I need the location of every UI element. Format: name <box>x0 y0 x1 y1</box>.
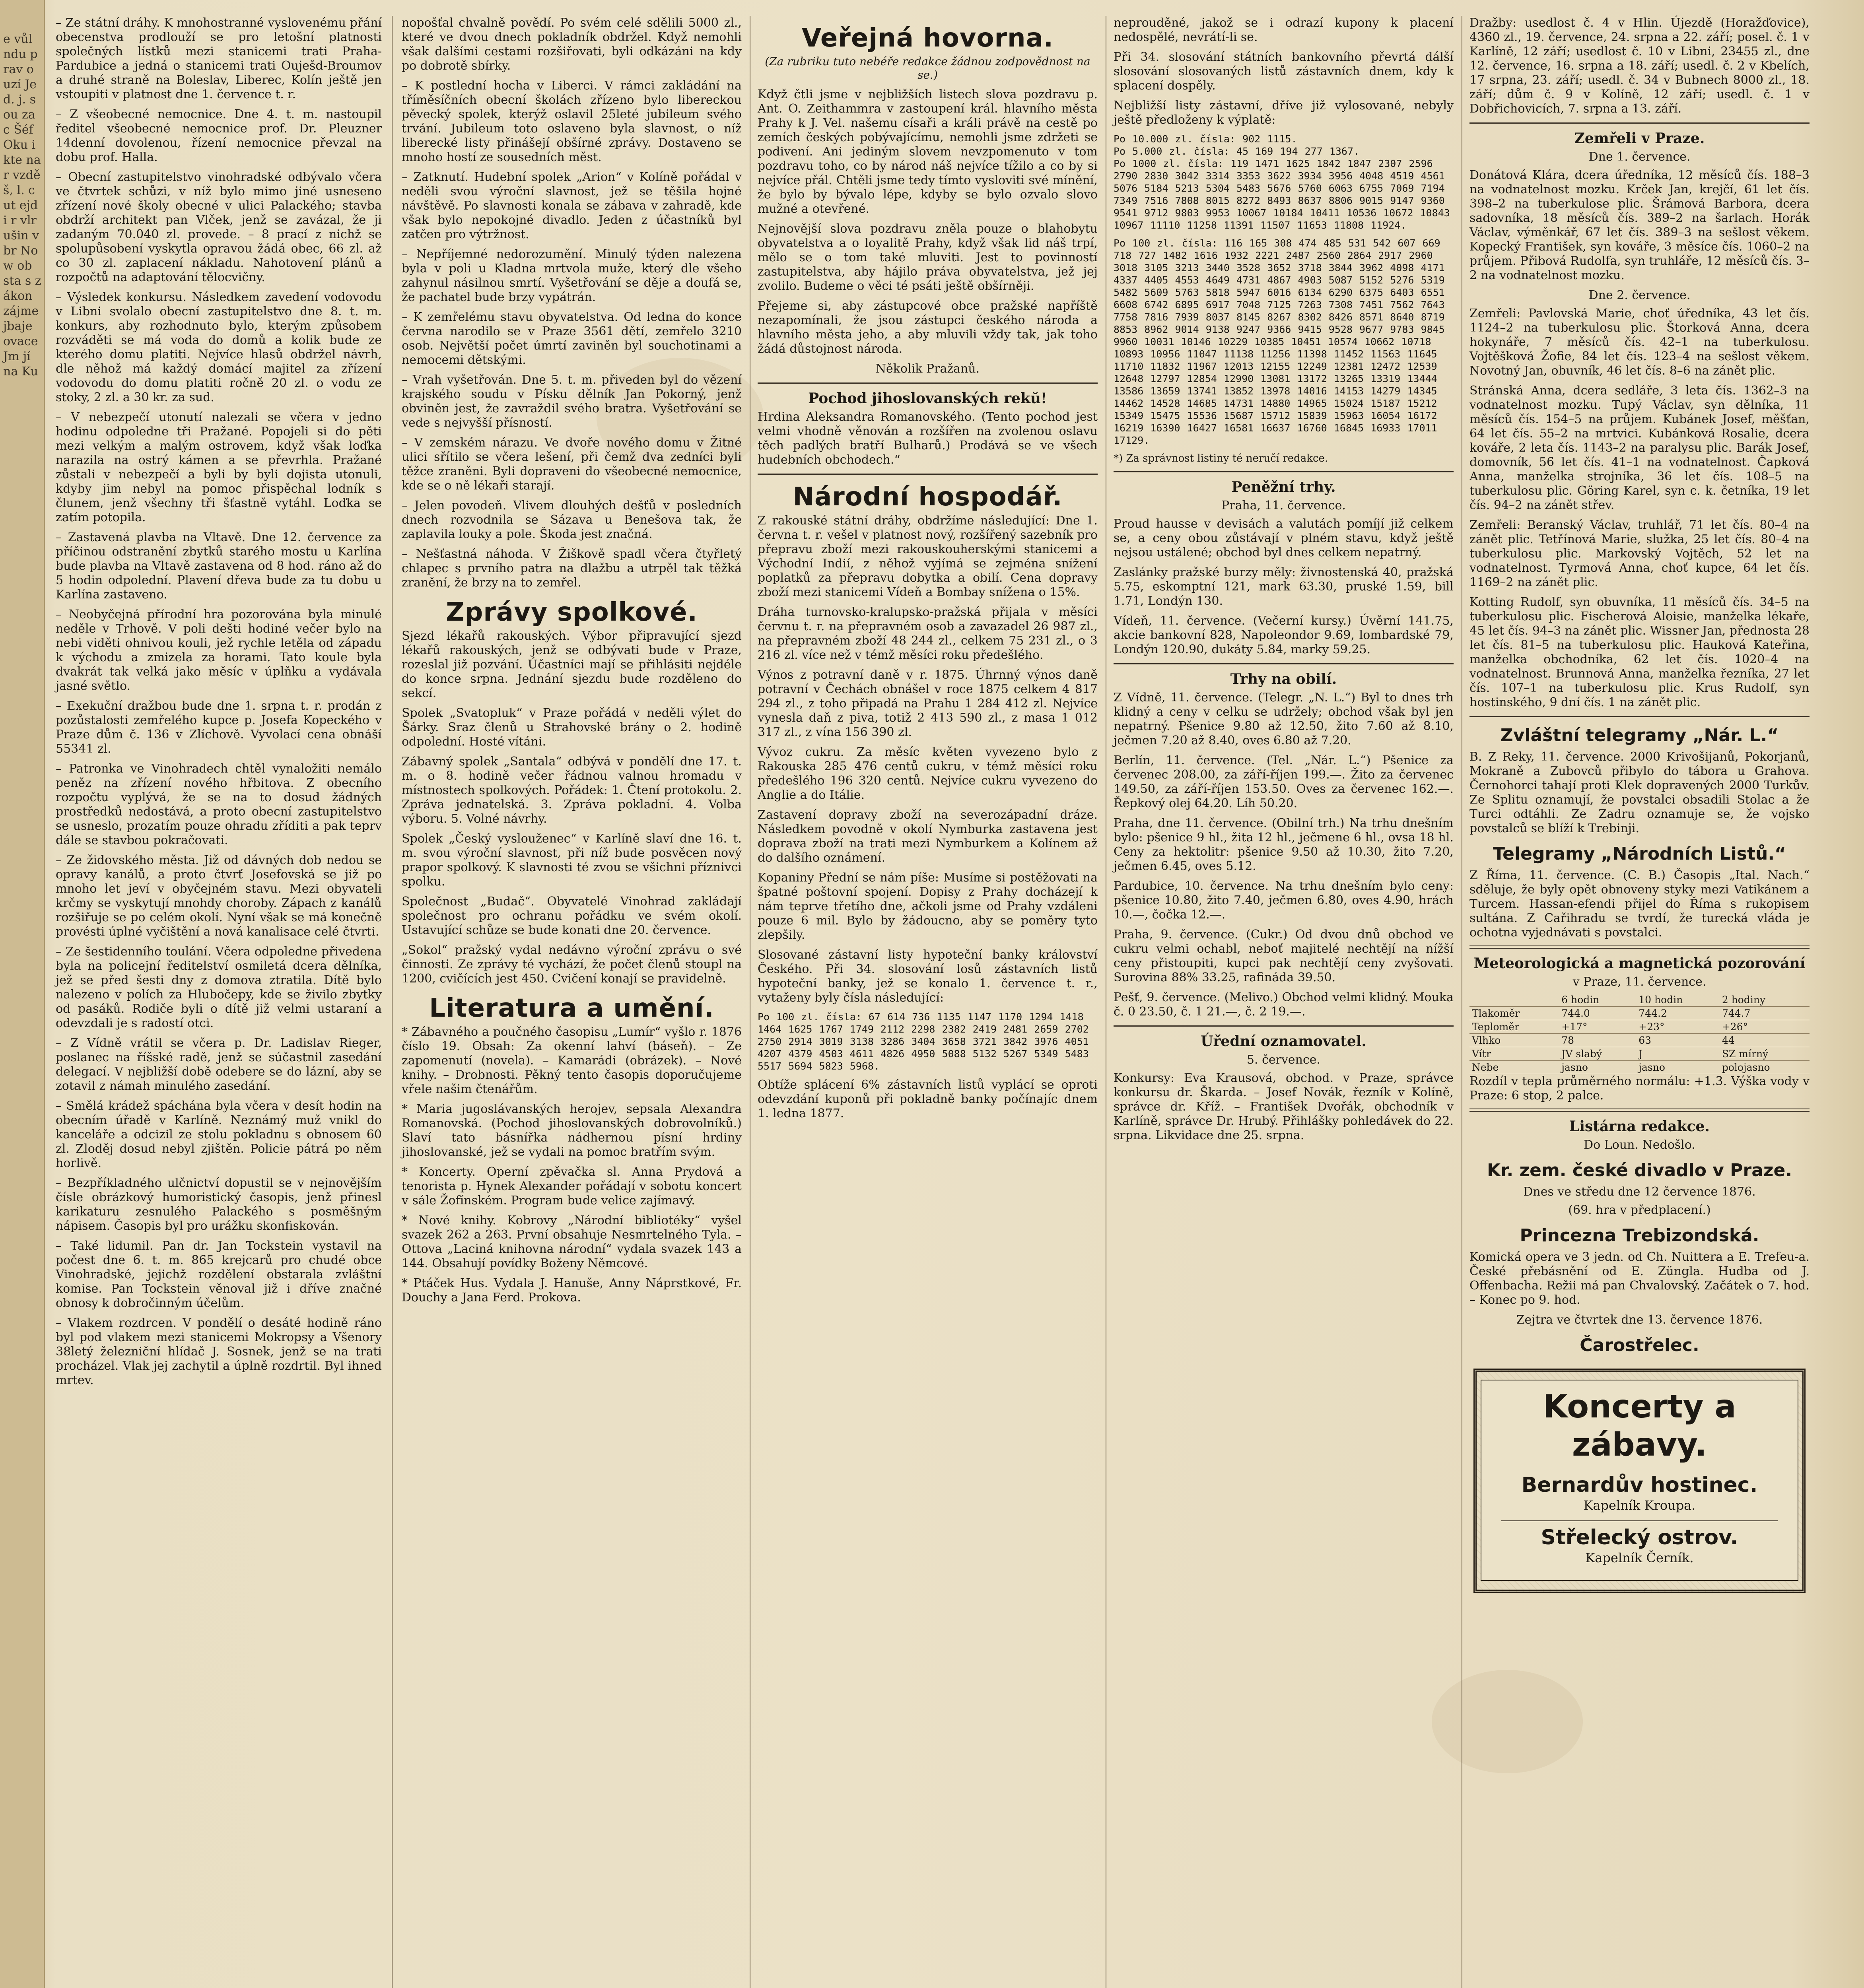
article-paragraph: – Bezpříkladného ulčnictví dopustil se v nejnovějším čísle obrázkový humoristický časopis, jenž přinesl karikaturu zesnulého Palackého s posměšným nápisem. Časopis byl pro urážku skonfiskován. <box>56 1176 382 1233</box>
section-heading-verejna-hovorna: Veřejná hovorna. <box>801 23 1054 53</box>
table-cell: 6 hodin <box>1559 993 1636 1007</box>
article-paragraph: Spolek „Český vyslouženec“ v Karlíně slaví dne 16. t. m. svou výroční slavnost, při níž bude posvěcen nový prapor spolkový. K slavnosti té zvou se všichni příznivci spolku. <box>402 832 742 889</box>
column-1 <box>56 16 382 1988</box>
column-2 <box>402 16 742 1988</box>
article-paragraph: * Maria jugoslávanských herojev, sepsala Alexandra Romanovská. (Pochod jihoslovanských dobrovolníků.) Slaví tato básnířka nádhernou písní hrdiny jihoslovanské, jež se vydali na pomoc bratřím svým. <box>402 1102 742 1159</box>
article-paragraph: Zábavný spolek „Santala“ odbývá v pondělí dne 17. t. m. o 8. hodině večer řádnou valnou hromadu v místnostech spolkových. Pořádek: 1. Čtení protokolu. 2. Zpráva jednatelská. 3. Zpráva pokladní. 4. Volba výboru. 5. Volné návrhy. <box>402 755 742 826</box>
table-cell: polojasno <box>1720 1061 1810 1074</box>
heading-telegramy-narodnich-listu: Telegramy „Národních Listů.“ <box>1493 844 1786 864</box>
section-heading-zpravy-spolkove: Zprávy spolkové. <box>446 598 698 627</box>
table-cell: 78 <box>1559 1034 1636 1047</box>
double-rule <box>1469 945 1810 949</box>
column-3 <box>758 16 1098 1988</box>
article-paragraph: – Vlakem rozdrcen. V pondělí o desáté hodině ráno byl pod vlakem mezi stanicemi Mokropsy a Všenory 38letý železniční hlídač J. Sosnek, jenž se na trati procházel. Vlak jej zachytil a úplně rozdrtil. Byl ihned mrtev. <box>56 1316 382 1387</box>
article-paragraph: – Nepříjemné nedorozumění. Minulý týden nalezena byla v poli u Kladna mrtvola muže, který dle všeho zahynul násilnou smrtí. Vyšetřování se děje a doufá se, že pachatel bude brzy vypátrán. <box>402 247 742 304</box>
article-paragraph: – K zemřelému stavu obyvatelstva. Od ledna do konce června narodilo se v Praze 3561 dětí, zemřelo 3210 osob. Největší počet úmrtí zaviněn byl souchotinami a nemocemi dětskými. <box>402 310 742 367</box>
centered-line: Do Loun. Nedošlo. <box>1584 1138 1695 1152</box>
heading-princezna-trebizondska: Princezna Trebizondská. <box>1520 1225 1759 1246</box>
table-cell: Tlakoměr <box>1469 1007 1559 1020</box>
article-paragraph: – K postlední hocha v Liberci. V rámci zakládání na tříměsíčních obecní školách zřízeno bylo libereckou pěvecký spolek, kterýž oslavil 25leté jubileum svého trvání. Jubileum toto oslaveno byla slavnost, o níž liberecké listy přinášejí obšírné zprávy. Dostaveno se mnoho hostí ze sousedních měst. <box>402 79 742 164</box>
subheading-meteorologicka-a-magneticka-pozorovani: Meteorologická a magnetická pozorování <box>1473 955 1806 972</box>
footnote: *) Za správnost listiny té neručí redakce. <box>1114 452 1328 464</box>
article-paragraph: Z rakouské státní dráhy, obdržíme následující: Dne 1. června t. r. vešel v platnost nový, rozšířený sazebník pro přepravu zboží mezi rakouskouherskými stanicemi a Východní Indií, z něhož vyjímá se zejména snížení poplatků za přepravu dobytka a obilí. Cena dopravy zboží mezi stanicemi Vídeň a Bombay snížena o 15%. <box>758 514 1098 599</box>
table-cell: jasno <box>1559 1061 1636 1074</box>
article-paragraph: neprouděné, jakož se i odrazí kupony k placení nedospělé, nevrátí-li se. <box>1114 16 1454 44</box>
divider-rule <box>1114 471 1454 472</box>
article-paragraph: Přejeme si, aby zástupcové obce pražské napříště nezapomínali, že jsou zástupci českého národa a hlavního města jeho, a aby mluvili vždy tak, jak toho žádá důstojnost národa. <box>758 299 1098 356</box>
article-paragraph: Stránská Anna, dcera sedláře, 3 leta čís. 1362–3 na vodnatelnost mozku. Tupý Václav, syn dělníka, 11 měsíců čís. 154–5 na průjem. Kubánek Josef, měšťan, 64 let čís. 55–2 na mrtvici. Kubánková Rosalie, dcera kováře, 2 leta čís. 1143–2 na paralysu plic. Barák Josef, domovník, 56 let čís. 41–1 na vodnatelnost. Čapková Anna, manželka strojníka, 36 let čís. 108–5 na tuberkulosu plic. Göring Karel, syn c. k. četníka, 19 let čís. 94–2 na zánět střev. <box>1469 384 1810 512</box>
centered-line: Zejtra ve čtvrtek dne 13. července 1876. <box>1516 1313 1763 1327</box>
article-paragraph: Kotting Rudolf, syn obuvníka, 11 měsíců čís. 34–5 na tuberkulosu plic. Fischerová Aloisie, manželka lékaře, 45 let čís. 94–3 na zánět plic. Wissner Jan, přednosta 28 let čís. 81–5 na tuberkulosu plic. Hauková Kateřina, manželka obchodníka, 62 let čís. 1020–4 na vodnatelnost. Brunnová Anna, manželka řezníka, 27 let čís. 107–1 na tuberkulosu plic. Krus Rudolf, syn hostinského, 9 dní čís. 1 na zánět plic. <box>1469 595 1810 709</box>
advertisement-inner <box>1481 1380 1798 1581</box>
article-paragraph: Společnost „Budač“. Obyvatelé Vinohrad zakládají společnost pro ochranu pořádku ve svém okolí. Ustavující schůze se bude konati dne 20. července. <box>402 895 742 937</box>
subheading-zemreli-v-praze: Zemřeli v Praze. <box>1574 130 1705 147</box>
concerts-advertisement <box>1473 1369 1806 1593</box>
divider-rule <box>1114 1025 1454 1027</box>
venue-name: Střelecký ostrov. <box>1541 1526 1738 1549</box>
table-cell: SZ mírný <box>1720 1047 1810 1061</box>
article-paragraph: Z Vídně, 11. července. (Telegr. „N. L.“) Byl to dnes trh klidný a ceny v celku se udržely; obchod však byl jen nepatrný. Pšenice 9.80 až 12.50, žito 7.60 až 8.10, ječmen 7.20 až 8.40, oves 6.80 až 7.20. <box>1114 691 1454 747</box>
divider-rule <box>1501 1520 1778 1521</box>
centered-line: 5. července. <box>1246 1053 1321 1067</box>
table-row <box>1469 1047 1810 1061</box>
double-rule <box>1469 1109 1810 1112</box>
article-paragraph: – Ze šestidenního toulání. Včera odpoledne přivedena byla na policejní ředitelství osmiletá dcera dělníka, jež se před šesti dny z domova ztratila. Dítě bylo nalezeno v polích za Hlubočepy, kde se živilo zbytky od pasáků. Rodiče byli o dítě již velmi ustaraní a odevzdali je s radostí otci. <box>56 945 382 1030</box>
centered-line: v Praze, 11. července. <box>1572 975 1707 989</box>
article-paragraph: – Ze státní dráhy. K mnohostranné vyslovenému přání obecenstva prodlouží se pro letošní platnosti společných lístků mezi stanicemi trati Praha-Pardubice a jedná o stanicemi trati Ouješd-Broumov a druhé straně na Boleslav, Liberec, Kolín ještě jen vstoupiti v platnost dne 1. července t. r. <box>56 16 382 101</box>
article-paragraph: – Ze židovského města. Již od dávných dob nedou se opravy kanálů, a proto čtvrť Josefovská se již po mnoho let jeví v obyčejném stavu. Mezi obyvateli krčmy se vyskytují mnohdy choroby. Zápach z kanálů rozšiřuje se po celém okolí. Nyní však se má konečně provésti úplné vyčištění a nová kanalisace celé čtvrti. <box>56 853 382 939</box>
centered-line: Dne 2. července. <box>1588 288 1691 302</box>
article-paragraph: – Z všeobecné nemocnice. Dne 4. t. m. nastoupil ředitel všeobecné nemocnice prof. Dr. Pleuzner 14denní dovolenou, řízení nemocnice převzal na dobu prof. Halla. <box>56 107 382 164</box>
article-paragraph: – V zemském nárazu. Ve dvoře nového domu v Žitné ulici sřítilo se včera lešení, při čemž dva zedníci byli těžce zraněni. Byli dopraveni do všeobecné nemocnice, kde se o ně lékaři starají. <box>402 436 742 493</box>
article-paragraph: Hrdina Aleksandra Romanovského. (Tento pochod jest velmi vhodně věnován a rozšířen na zvolenou oslavu těch padlých bratří Bulharů.) Prodává se ve všech hudebních obchodech.“ <box>758 410 1098 467</box>
article-paragraph: Když čtli jsme v nejbližších listech slova pozdravu p. Ant. O. Zeithammra v zastoupení král. hlavního města Prahy k J. Vel. našemu císaři a králi právě na cestě po zemích českých pobývajícímu, nemohli jsme zdržeti se podivení. Ani jediným slovem nevzpomenuto v tom pozdravu toho, co by národ náš nejvíce tížilo a co by si nejvíce přál. Chtěli jsme tedy tímto vysloviti své mínění, že bylo by bývalo lépe, kdyby se bylo ozvalo slovo mužné a otevřené. <box>758 87 1098 216</box>
article-paragraph: * Nové knihy. Kobrovy „Národní bibliotéky“ vyšel svazek 262 a 263. První obsahuje Nesmrtelného Tyla. – Ottova „Laciná knihovna národní“ vydala svazek 143 a 144. Obsahují povídky Boženy Němcové. <box>402 1213 742 1270</box>
table-cell: 10 hodin <box>1636 993 1720 1007</box>
article-paragraph: Rozdíl v tepla průměrného normálu: +1.3. Výška vody v Praze: 6 stop, 2 palce. <box>1469 1074 1810 1103</box>
table-cell: 63 <box>1636 1034 1720 1047</box>
divider-rule <box>1114 663 1454 664</box>
table-row <box>1469 1061 1810 1074</box>
table-cell: 44 <box>1720 1034 1810 1047</box>
table-cell: Vlhko <box>1469 1034 1559 1047</box>
table-cell: 2 hodiny <box>1720 993 1810 1007</box>
article-paragraph: Zemřeli: Beranský Václav, truhlář, 71 let čís. 80–4 na zánět plic. Tetřínová Marie, služka, 25 let čís. 80–4 na tuberkulosu plic. Markovský Vojtěch, 52 let na vodnatelnost. Tyrmová Anna, choť kupce, 64 let čís. 1169–2 na zánět plic. <box>1469 518 1810 589</box>
article-paragraph: * Koncerty. Operní zpěvačka sl. Anna Prydová a tenorista p. Hynek Alexander pořádají v sobotu koncert v sále Žofínském. Program bude velice zajímavý. <box>402 1165 742 1208</box>
table-cell: +17° <box>1559 1020 1636 1034</box>
article-paragraph: B. Z Reky, 11. července. 2000 Krivošijanů, Pokorjanů, Mokraně a Zubovců přibylo do tábora u Grahova. Černohorci tahají proti Klek dopravených 2000 Turkův. Ze Splitu oznamují, že povstalci obsadili Stolac a že Turci odtáhli. Ze Zadru oznamuje se, že vojsko povstalců se blíží k Trebinji. <box>1469 750 1810 835</box>
venue-name: Bernardův hostinec. <box>1521 1473 1758 1497</box>
table-row <box>1469 1007 1810 1020</box>
article-paragraph: – Smělá krádež spáchána byla včera v desít hodin na obecním úřadě v Karlíně. Neznámý muž vnikl do kanceláře a odcizil ze stolu pokladnu s obnosem 60 zl. Zloděj dosud nebyl zjištěn. Policie pátrá po něm horlivě. <box>56 1099 382 1170</box>
subheading-pochod-jihoslovanskych-reku: Pochod jihoslovanských rekŭ! <box>808 390 1047 407</box>
advertisement-title: Koncerty a zábavy. <box>1543 1388 1736 1463</box>
centered-line: (69. hra v předplacení.) <box>1568 1203 1711 1217</box>
article-paragraph: – Exekuční dražbou bude dne 1. srpna t. r. prodán z pozůstalosti zemřelého kupce p. Josefa Kopeckého v Praze dům č. 136 v Zlíchově. Vyvolací cena obnáší 55341 zl. <box>56 699 382 756</box>
table-row <box>1469 993 1810 1007</box>
number-listing: Po 100 zl. čísla: 67 614 736 1135 1147 1170 1294 1418 1464 1625 1767 1749 2112 2298 2382 2419 2481 2659 2702 2750 2914 3019 3138 3286 3404 3658 3721 3842 3976 4051 4207 4379 4503 4611 4826 4950 5088 5132 5267 5349 5483 5517 5694 5823 5968. <box>758 1011 1096 1072</box>
article-paragraph: Praha, 9. července. (Cukr.) Od dvou dnů obchod ve cukru velmi ochabl, neboť majitelé nechtějí na nížší ceny přistoupiti, kupci pak nechtějí ceny zvyšovati. Surovina 88% 33.25, rafináda 39.50. <box>1114 928 1454 984</box>
venue-conductor: Kapelník Černík. <box>1585 1550 1694 1565</box>
table-cell: J <box>1636 1047 1720 1061</box>
article-paragraph: Proud hausse v devisách a valutách pomíjí již celkem se, a ceny obou zůstávají v plném stavu, když ještě nejsou ustálené; obchod byl dnes celkem nepatrný. <box>1114 517 1454 559</box>
column-4 <box>1114 16 1454 1988</box>
article-paragraph: – Neobyčejná přírodní hra pozorována byla minulé neděle v Trhově. V poli dešti hodiné večer bylo na nebi viděti ohnivou kouli, jež rychle letěla od západu k východu a zmizela za horami. Tato koule byla dvakrát tak velká jako měsíc v úplňku a vydávala jasné světlo. <box>56 608 382 693</box>
article-paragraph: Vývoz cukru. Za měsíc květen vyvezeno bylo z Rakouska 285 476 centů cukru, v témž měsíci roku předešlého 196 320 centů. Nejvíce cukru vyvezeno do Anglie a do Itálie. <box>758 745 1098 802</box>
table-cell: 744.2 <box>1636 1007 1720 1020</box>
article-paragraph: Donátová Klára, dcera úředníka, 12 měsíců čís. 188–3 na vodnatelnost mozku. Krček Jan, krejčí, 61 let čís. 398–2 na tuberkulose plic. Šrámová Barbora, dcera sadovníka, 18 měsíců čís. 389–2 na šarlach. Horák Václav, výměnkář, 67 let čís. 389–3 na sešlost věkem. Kopecký František, syn kováře, 3 měsíce čís. 1060–2 na průjem. Přibová Rudolfa, syn truhláře, 12 měsíců čís. 3–2 na vodnatelnost mozku. <box>1469 168 1810 282</box>
article-paragraph: Slosované zástavní listy hypoteční banky království Českého. Při 34. slosování losů zástavních listů hypoteční banky, jež se konalo 1. července t. r., vytaženy byly čísla následující: <box>758 948 1098 1005</box>
column-5 <box>1469 16 1810 1988</box>
article-paragraph: Zastavení dopravy zboží na severozápadní dráze. Následkem povodně v okolí Nymburka zastavena jest doprava zboží na trati mezi Nymburkem a Kolínem až do dalšího oznámení. <box>758 808 1098 865</box>
edge-fragment-text: e vůl ndu prav ouzí Jed. j. sou za c Šéf Oku ikte nar vzdě š, l. cut ejdi r vlr ušin v br Now ob sta s zákon zájme jbaje ovace Jm jí na Ku <box>3 32 41 379</box>
article-paragraph: Kopaniny Přední se nám píše: Musíme si postěžovati na špatné poštovní spojení. Dopisy z Prahy docházejí k nám teprve třetího dne, ačkoli jsme od Prahy vzdáleni pouze 6 mil. Bylo by žádoucno, aby se poměry tyto zlepšily. <box>758 871 1098 942</box>
table-cell: jasno <box>1636 1061 1720 1074</box>
article-paragraph: Zaslánky pražské burzy měly: živnostenská 40, pražská 5.75, eskomptní 121, mark 63.30, pruské 1.59, bill 1.71, Londýn 130. <box>1114 565 1454 608</box>
table-cell: +26° <box>1720 1020 1810 1034</box>
divider-rule <box>758 474 1098 475</box>
article-paragraph: Zemřeli: Pavlovská Marie, choť úředníka, 43 let čís. 1124–2 na tuberkulosu plic. Štorková Anna, dcera hokynáře, 7 měsíců čís. 42–1 na tuberkulosu. Vojtěšková Žofie, 84 let čís. 123–4 na sešlost věkem. Novotný Jan, obuvník, 46 let čís. 8–6 na zánět plic. <box>1469 307 1810 378</box>
article-paragraph: – Také lidumil. Pan dr. Jan Tockstein vystavil na počest dne 6. t. m. 865 krejcarů pro chudé obce Vinohradské, jejichž rozdělení obstarala zvláštní komise. Pan Tockstein věnoval již i dříve značné obnosy k dobročinným účelům. <box>56 1239 382 1310</box>
centered-line: Dne 1. července. <box>1588 150 1691 164</box>
centered-line: Praha, 11. července. <box>1221 499 1346 513</box>
article-paragraph: Konkursy: Eva Krausová, obchod. v Praze, správce konkursu dr. Škarda. – Josef Novák, řezník v Kolíně, správce dr. Kříž. – František Dvořák, obchodník v Karlíně, správce Dr. Hrubý. Přihlášky pohledávek do 22. srpna. Likvidace dne 25. srpna. <box>1114 1071 1454 1142</box>
article-paragraph: Pešť, 9. července. (Melivo.) Obchod velmi klidný. Mouka č. 0 23.50, č. 1 21.—, č. 2 19.—. <box>1114 990 1454 1019</box>
subheading-uredni-oznamovatel: Úřední oznamovatel. <box>1201 1033 1366 1050</box>
article-paragraph: Nejbližší listy zástavní, dříve již vylosované, nebyly ještě předloženy k výplatě: <box>1114 99 1454 127</box>
article-paragraph: Berlín, 11. července. (Tel. „Nár. L.“) Pšenice za červenec 208.00, za září-říjen 199.—. Žito za červenec 149.50, za září-říjen 153.50. Oves za červenec 162.—. Řepkový olej 64.20. Líh 50.20. <box>1114 753 1454 810</box>
article-paragraph: Obtíže splácení 6% zástavních listů vyplácí se oproti odevzdání kuponů při pokladně banky počínajíc dnem 1. ledna 1877. <box>758 1078 1098 1120</box>
article-paragraph: – Patronka ve Vinohradech chtěl vynaložiti nemálo peněz na zřízení nového hřbitova. Z obecního rozpočtu vyplývá, že se na to dosud žádných prostředků nedostává, a proto obecní zastupitelstvo se usneslo, prozatím pouze ohradu zříditi a pak teprv dále se stavbou pokračovati. <box>56 762 382 847</box>
number-listing: Po 10.000 zl. čísla: 902 1115. Po 5.000 zl. čísla: 45 169 194 277 1367. Po 1000 zl. čísla: 119 1471 1625 1842 1847 2307 2596 2790 2830 3042 3314 3353 3622 3934 3956 4048 4519 4561 5076 5184 5213 5304 5483 5676 5760 6063 6755 7069 7194 7349 7516 7808 8015 8272 8493 8637 8806 9015 9147 9360 9541 9712 9803 9953 10067 10184 10411 10536 10672 10843 10967 11110 11258 11391 11507 11653 11808 11924. <box>1114 133 1450 231</box>
article-paragraph: Praha, dne 11. července. (Obilní trh.) Na trhu dnešním bylo: pšenice 9 hl., žita 12 hl., ječmene 6 hl., ovsa 18 hl. Ceny za hektolitr: pšenice 9.50 až 10.30, žito 7.20, ječmen 6.45, oves 5.12. <box>1114 816 1454 873</box>
divider-rule <box>758 382 1098 384</box>
table-row <box>1469 1020 1810 1034</box>
centered-line: Dnes ve středu dne 12 července 1876. <box>1523 1185 1756 1199</box>
article-paragraph: „Sokol“ pražský vydal nedávno výroční zprávu o své činnosti. Ze zprávy té vychází, že počet členů stoupl na 1200, cvičících jest 450. Cvičení konají se pravidelně. <box>402 943 742 986</box>
table-cell: Nebe <box>1469 1061 1559 1074</box>
heading-kr-zem-ceske-divadlo-v-praze: Kr. zem. české divadlo v Praze. <box>1487 1160 1792 1180</box>
article-paragraph: Dražby: usedlost č. 4 v Hlin. Újezdě (Horažďovice), 4360 zl., 19. července, 24. srpna a 22. září; posel. č. 1 v Karlíně, 12 září; usedlost č. 10 v Libni, 23455 zl., dne 12. července, 16. srpna a 18. září; usedl. č. 2 v Kbelích, 17 srpna, 23. září; usedl. č. 34 v Bubnech 8000 zl., 18. září; dům č. 9 v Kolíně, 12 září; usedl. č. 1 v Dobřichovicích, 7. srpna a 13. září. <box>1469 16 1810 116</box>
table-cell: 744.7 <box>1720 1007 1810 1020</box>
table-cell <box>1469 993 1559 1007</box>
article-paragraph: – Jelen povodeň. Vlivem dlouhých dešťů v posledních dnech rozvodnila se Sázava u Benešova tak, že zaplavila louky a pole. Škoda jest značná. <box>402 499 742 541</box>
section-heading-literatura-a-umeni: Literatura a umění. <box>429 994 714 1023</box>
article-paragraph: – Obecní zastupitelstvo vinohradské odbývalo včera ve čtvrtek schůzi, v níž bylo mimo jiné usneseno zřízení nové školy obecné v ulici Palackého; stavba obdrží architekt pan Vlček, jenž se zavázal, že ji zadaným 70.040 zl. provede. – 8 prací z nichž se spolupůsobení vyskytla opravou žádá obec, 66 zl. až co 30 zl. zaplacení nákladu. Nahotovení plánů a rozpočtů na adaptování tělocvičny. <box>56 170 382 284</box>
article-paragraph: Dráha turnovsko-kralupsko-pražská přijala v měsíci červnu t. r. na přepravném osob a zavazadel 26 987 zl., na přepravném zboží 48 244 zl., celkem 75 231 zl., o 3 216 zl. více než v témž měsíci roku předešlého. <box>758 605 1098 662</box>
article-paragraph: Z Říma, 11. července. (C. B.) Časopis „Ital. Nach.“ sděluje, že byly opět obnoveny styky mezi Vatikánem a Turcem. Hassan-efendi přijel do Říma s rukopisem sultána. Z Cařihradu se tvrdí, že turecká vláda je ochotna vyjednávati s povstalci. <box>1469 868 1810 940</box>
section-heading-narodni-hospodar: Národní hospodář. <box>793 482 1063 512</box>
article-paragraph: Komická opera ve 3 jedn. od Ch. Nuittera a E. Trefeu-a. České přebásnění od E. Züngla. Hudba od J. Offenbacha. Režii má pan Chvalovský. Začátek o 7. hod. – Konec po 9. hod. <box>1469 1250 1810 1307</box>
article-paragraph: nopošťal chvalně povědí. Po svém celé sdělili 5000 zl., které ve dvou dnech pokladník obdržel. Když nemohli však dalšími cestami rozšiřovati, byli odkázáni na kdy po dobrotě sbírky. <box>402 16 742 73</box>
centered-line: Několik Pražanů. <box>875 362 980 376</box>
subheading-penezni-trhy: Peněžní trhy. <box>1231 479 1336 495</box>
article-paragraph: Nejnovější slova pozdravu zněla pouze o blahobytu obyvatelstva a o loyalitě Prahy, když však lid náš trpí, mělo se o tom také mluviti. Jest to povinností zastupitelstva, aby hájilo práva obyvatelstva, jež jej zvolilo. Budeme o věci té psáti ještě obšírněji. <box>758 222 1098 293</box>
column-divider <box>392 16 393 1988</box>
article-paragraph: Spolek „Svatopluk“ v Praze pořádá v neděli výlet do Šárky. Sraz členů u Strahovské brány o 2. hodině odpolední. Hosté vítáni. <box>402 706 742 749</box>
article-paragraph: – Nešťastná náhoda. V Žiškově spadl včera čtyřletý chlapec s prvního patra na dlažbu a utrpěl tak těžká zranění, že brzy na to zemřel. <box>402 547 742 590</box>
left-edge-fragment <box>0 0 45 1988</box>
heading-carostrelec: Čarostřelec. <box>1580 1335 1699 1355</box>
table-cell: Teploměr <box>1469 1020 1559 1034</box>
table-cell: Vítr <box>1469 1047 1559 1061</box>
meteorological-table <box>1469 993 1810 1074</box>
article-paragraph: – Z Vídně vrátil se včera p. Dr. Ladislav Rieger, poslanec na říšské radě, jenž se súčastnil zasedání delegací. V nejbližší době odebere se do lázní, aby se zotavil z námah minulého zasedání. <box>56 1036 382 1093</box>
venue-conductor: Kapelník Kroupa. <box>1583 1498 1696 1513</box>
subheading-listarna-redakce: Listárna redakce. <box>1569 1118 1710 1135</box>
section-note: (Za rubriku tuto nebéře redakce žádnou zodpovědnost na se.) <box>765 55 1090 82</box>
divider-rule <box>1469 716 1810 717</box>
article-paragraph: * Ptáček Hus. Vydala J. Hanuše, Anny Náprstkové, Fr. Douchy a Jana Ferd. Prokova. <box>402 1276 742 1305</box>
article-paragraph: Výnos z potravní daně v r. 1875. Úhrnný výnos daně potravní v Čechách obnášel v roce 1875 celkem 4 817 294 zl., z toho připadá na Prahu 1 284 412 zl. Nejvíce vynesla daň z piva, totiž 2 413 590 zl., z masa 1 012 317 zl., z vína 156 390 zl. <box>758 668 1098 739</box>
number-listing: Po 100 zl. čísla: 116 165 308 474 485 531 542 607 669 718 727 1482 1616 1932 2221 2487 2560 2864 2917 2960 3018 3105 3213 3440 3528 3652 3718 3844 3962 4098 4171 4337 4405 4553 4649 4731 4867 4903 5087 5152 5276 5319 5482 5609 5763 5818 5947 6016 6134 6290 6375 6403 6551 6608 6742 6895 6917 7048 7125 7263 7308 7451 7562 7643 7758 7816 7939 8037 8145 8267 8302 8426 8571 8640 8719 8853 8962 9014 9138 9247 9366 9415 9528 9677 9783 9845 9960 10031 10146 10229 10385 10451 10574 10662 10718 10893 10956 11047 11138 11256 11398 11452 11563 11645 11710 11832 11967 12013 12155 12249 12381 12472 12539 12648 12797 12854 12990 13081 13172 13265 13319 13444 13586 13659 13741 13852 13978 14016 14153 14279 14345 14462 14528 14685 14731 14880 14965 15024 15187 15212 15349 15475 15536 15687 15712 15839 15963 16054 16172 16219 16390 16427 16581 16637 16760 16845 16933 17011 17129. <box>1114 237 1452 446</box>
subheading-trhy-na-obili: Trhy na obilí. <box>1230 671 1337 687</box>
article-paragraph: – Zastavená plavba na Vltavě. Dne 12. července za příčinou odstranění zbytků starého mostu u Karlína bude plavba na Vltavě zastavena od 8 hod. ráno až do 5 hodin odpolední. Plavení dřeva bude za tu dobu u Karlína zastaveno. <box>56 530 382 602</box>
article-paragraph: Pardubice, 10. července. Na trhu dnešním bylo ceny: pšenice 10.80, žito 7.40, ječmen 6.80, oves 4.90, hrách 10.—, čočka 12.—. <box>1114 879 1454 922</box>
heading-zvlastni-telegramy-nar-l: Zvláštní telegramy „Nár. L.“ <box>1500 725 1779 746</box>
divider-rule <box>1469 122 1810 124</box>
article-paragraph: Sjezd lékařů rakouských. Výbor připravující sjezd lékařů rakouských, jenž se odbývati bude v Praze, rozeslal již pozvání. Účastníci mají se přihlásiti nejdéle do konce srpna. Jednání sjezdu bude rozděleno do sekcí. <box>402 629 742 700</box>
article-paragraph: * Zábavného a poučného časopisu „Lumír“ vyšlo r. 1876 číslo 19. Obsah: Za okenní lahví (báseň). – Ze zapomenutí (novela). – Kamarádi (obrázek). – Nové knihy. – Drobnosti. Pěkný tento časopis doporučujeme vřele našim čtenářům. <box>402 1025 742 1096</box>
article-paragraph: – Výsledek konkursu. Následkem zavedení vodovodu v Libni svolalo obecní zastupitelstvo dne 8. t. m. konkurs, aby rozhodnuto bylo, kterým způsobem rozváděti se má voda do domů a kolik bude ze kterého domu platiti. Nejvíce hlasů obdržel návrh, dle něhož má každý domácí majitel za zřízení vodovodu do domu platiti ročně 20 zl. o vodu ze stoky, 2 zl. a 30 kr. za sud. <box>56 290 382 404</box>
article-paragraph: Vídeň, 11. července. (Večerní kursy.) Úvěrní 141.75, akcie bankovní 828, Napoleondor 9.69, lombardské 79, Londýn 120.90, dukáty 5.84, marky 59.25. <box>1114 614 1454 656</box>
article-paragraph: – Vrah vyšetřován. Dne 5. t. m. přiveden byl do vězení krajského soudu v Písku dělník Jan Pokorný, jenž obviněn jest, že zavraždil svého bratra. Vyšetřování se vede s nejvyšší přísností. <box>402 373 742 430</box>
table-cell: JV slabý <box>1559 1047 1636 1061</box>
article-paragraph: Při 34. slosování státních bankovního převrtá dálší slosování slosovaných listů zástavních dnem, kdy k splacení dospěly. <box>1114 50 1454 93</box>
table-cell: +23° <box>1636 1020 1720 1034</box>
table-row <box>1469 1034 1810 1047</box>
table-cell: 744.0 <box>1559 1007 1636 1020</box>
article-paragraph: – Zatknutí. Hudební spolek „Arion“ v Kolíně pořádal v neděli svou výroční slavnost, jež se těšila hojné návštěvě. Po slavnosti konala se zábava v zahradě, kde však bylo nepokojné divadlo. Jeden z účastníků byl zatčen pro výtržnost. <box>402 170 742 241</box>
article-paragraph: – V nebezpečí utonutí nalezali se včera v jedno hodinu odpoledne tři Pražané. Popojeli si do pěti mezi velkým a malým ostrovem, když však loďka narazila na ostrý kámen a se převrhla. Pražané zůstali v nebezpečí a byli by byli dojista utonuli, kdyby jim nebyl na pomoc přispěchal lodník s člunem, jenž všechny tři šťastně vytáhl. Loďka se zatím potopila. <box>56 410 382 524</box>
